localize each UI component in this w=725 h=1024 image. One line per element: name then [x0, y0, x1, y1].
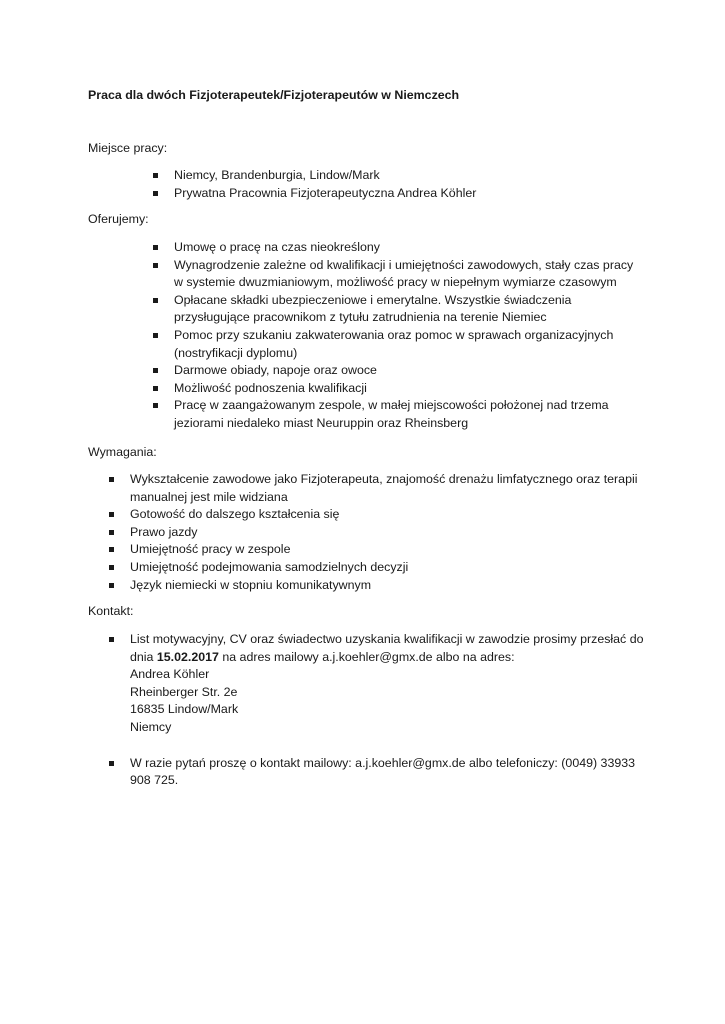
- list-item: [130, 631, 645, 737]
- list-item: Pomoc przy szukaniu zakwaterowania oraz pomoc w sprawach organizacyjnych (nostryfikacji dyplomu): [174, 327, 644, 362]
- address-country: Niemcy: [130, 719, 172, 734]
- kontakt-text-prefix: List motywacyjny, CV oraz świadectwo uzyskania kwalifikacji w zawodzie prosimy przesłać do dnia: [130, 632, 644, 664]
- list-item: Gotowość do dalszego kształcenia się: [130, 506, 640, 524]
- list-item: Darmowe obiady, napoje oraz owoce: [174, 362, 644, 380]
- deadline-date: 15.02.2017: [156, 649, 219, 664]
- kontakt-list: [130, 631, 645, 790]
- address-city: 16835 Lindow/Mark: [130, 702, 239, 717]
- list-item: Wynagrodzenie zależne od kwalifikacji i umiejętności zawodowych, stały czas pracy w systemie dwuzmianiowym, możliwość pracy w niepełnym wymiarze czasowym: [174, 257, 644, 292]
- list-item: Możliwość podnoszenia kwalifikacji: [174, 380, 644, 398]
- list-item: Język niemiecki w stopniu komunikatywnym: [130, 577, 640, 595]
- section-label-oferujemy: Oferujemy:: [88, 212, 149, 226]
- list-item: Wykształcenie zawodowe jako Fizjoterapeuta, znajomość drenażu limfatycznego oraz terapii manualnej jest mile widziana: [130, 471, 640, 506]
- list-item: Umowę o pracę na czas nieokreślony: [174, 239, 644, 257]
- section-label-miejsce: Miejsce pracy:: [88, 141, 168, 155]
- list-item: Prawo jazdy: [130, 524, 640, 542]
- section-label-kontakt: Kontakt:: [88, 604, 134, 618]
- kontakt-text-suffix: na adres mailowy a.j.koehler@gmx.de albo na adres:: [218, 649, 515, 664]
- address-street: Rheinberger Str. 2e: [130, 684, 238, 699]
- document-title: Praca dla dwóch Fizjoterapeutek/Fizjoterapeutów w Niemczech: [88, 88, 460, 102]
- list-item: Opłacane składki ubezpieczeniowe i emerytalne. Wszystkie świadczenia przysługujące pracownikom z tytułu zatrudnienia na terenie Niemiec: [174, 292, 644, 327]
- section-label-wymagania: Wymagania:: [88, 445, 157, 459]
- oferujemy-list: [174, 239, 644, 433]
- wymagania-list: [130, 471, 640, 594]
- list-item: Umiejętność podejmowania samodzielnych decyzji: [130, 559, 640, 577]
- list-item: Niemcy, Brandenburgia, Lindow/Mark: [174, 167, 674, 185]
- address-name: Andrea Köhler: [130, 667, 210, 682]
- list-item: Pracę w zaangażowanym zespole, w małej miejscowości położonej nad trzema jeziorami niedaleko miast Neuruppin oraz Rheinsberg: [174, 397, 644, 432]
- list-item: Prywatna Pracownia Fizjoterapeutyczna Andrea Köhler: [174, 185, 674, 203]
- list-item: Umiejętność pracy w zespole: [130, 541, 640, 559]
- list-item: W razie pytań proszę o kontakt mailowy: a.j.koehler@gmx.de albo telefoniczy: (0049) 33933 908 725.: [130, 755, 645, 790]
- miejsce-list: [174, 167, 674, 202]
